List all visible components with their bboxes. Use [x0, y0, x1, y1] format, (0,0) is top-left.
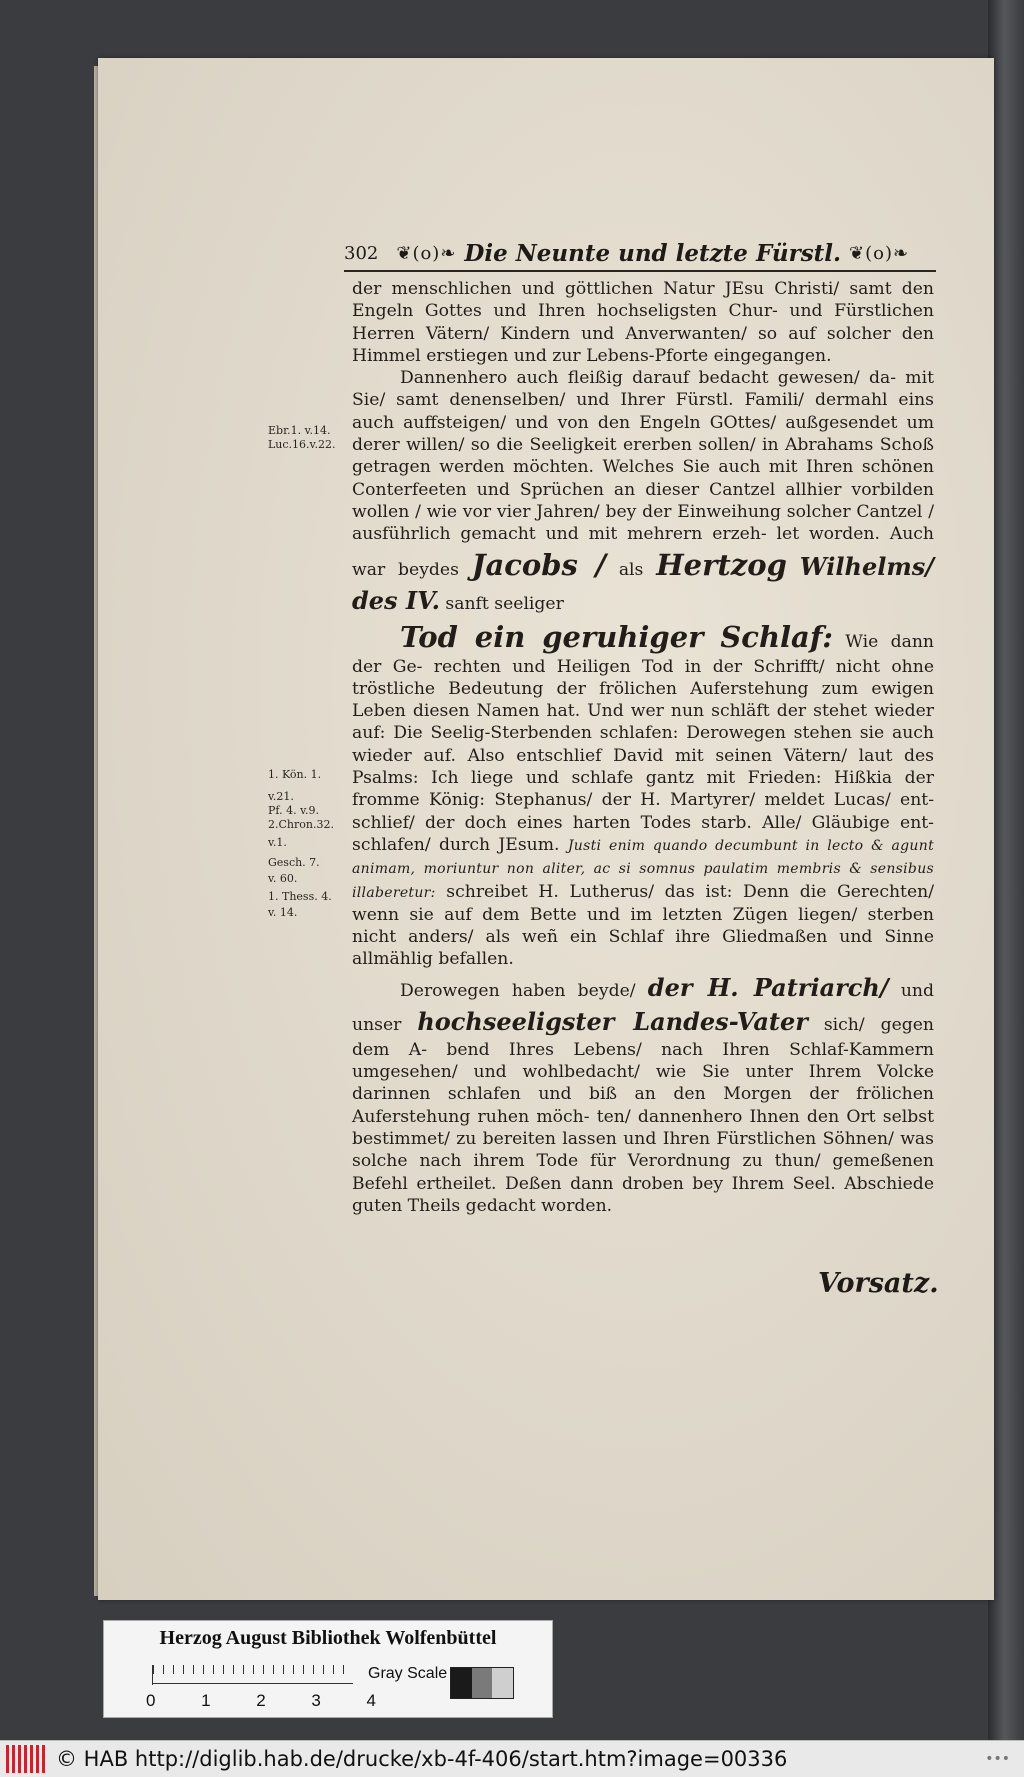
scale-number: 3	[311, 1691, 321, 1710]
scale-numbers	[146, 1691, 376, 1711]
margin-note: v.21.	[268, 790, 294, 803]
heading-landesvater: hochseeligster Landes-Vater	[417, 1006, 808, 1036]
text-run: Auch war beydes	[352, 524, 934, 580]
ornament-right: ❦(o)❧	[849, 242, 910, 264]
gray-swatch	[451, 1668, 472, 1698]
page-number: 302	[344, 242, 379, 264]
heading-patriarch: der H. Patriarch/	[647, 972, 889, 1002]
margin-note: Pf. 4. v.9.	[268, 804, 319, 817]
margin-note: v. 14.	[268, 906, 298, 919]
text-run: sanft seeliger	[445, 593, 564, 614]
text-run: Derowegen haben beyde/	[400, 980, 636, 1001]
margin-note: v. 60.	[268, 872, 298, 885]
heading-wilhelm: Wilhelms/ des IV.	[352, 551, 935, 615]
scale-number: 2	[256, 1691, 266, 1710]
text-run: sich/ gegen dem A- bend Ihres Lebens/ nach Ihren Schlaf-Kammern umgesehen/ und wohlbedacht/ wie Sie unter Ihrem Volcke darinnen schlafen und biß an den Morgen der frölichen Auferstehung ruhen möch- ten/ dannenhero Ihnen den Ort selbst bestimmet/ zu bereiten lassen und Ihren Fürstlichen Söhnen/ was solche nach ihrem Tode für Verordnung zu thun/ gemeßenen Befehl ertheilet. Deßen dann droben bey Ihrem Seel. Abschiede guten Theils gedacht worden.	[352, 1014, 934, 1216]
paragraph	[352, 618, 934, 971]
text-run: Dannenhero auch fleißig darauf bedacht gewesen/ da- mit Sie/ samt denenselben/ und Ihrer Fürstl. Famili/ dermahl eins auch auffsteigen/ und von den Engeln GOttes/ außgesendet um derer willen/ so die Seeligkeit ererben sollen/ in Abrahams Schoß getragen werden möchten. Welches Sie auch mit Ihren schönen Conterfeeten und Sprüchen an dieser Cantzel allhier vorbilden wollen / wie vor vier Jahren/ bey der Einweihung solcher Cantzel / ausführlich gemacht und mit mehrern erzeh- let worden.	[352, 368, 934, 545]
heading-hertzog: Hertzog	[656, 547, 787, 582]
text-run: schreibet H. Lutherus/ das ist: Denn die Gerechten/ wenn sie auf dem Bette und im letzten Zügen liegen/ sterben nicht anders/ als weñ ein Schlaf ihre Gliedmaßen und Sinne allmählig befallen.	[352, 881, 934, 970]
more-menu-icon[interactable]: •••	[985, 1751, 1010, 1767]
margin-note: 2.Chron.32.	[268, 818, 334, 831]
paragraph	[352, 971, 934, 1217]
gray-swatch	[492, 1668, 513, 1698]
gray-scale-label: Gray Scale	[368, 1665, 448, 1682]
margin-note: Gesch. 7.	[268, 856, 320, 869]
header-title: Die Neunte und letzte Fürstl.	[464, 239, 842, 267]
gray-scale-swatches	[450, 1667, 514, 1699]
source-link[interactable]: © HAB http://diglib.hab.de/drucke/xb-4f-406/start.htm?image=00336	[56, 1747, 788, 1771]
ornament-left: ❦(o)❧	[396, 242, 457, 264]
margin-note: v.1.	[268, 836, 287, 849]
catchword: Vorsatz.	[818, 1268, 939, 1299]
gray-swatch	[472, 1668, 493, 1698]
calibration-card	[103, 1620, 553, 1718]
scale-number: 0	[146, 1691, 156, 1710]
margin-note: Ebr.1. v.14.	[268, 424, 331, 437]
viewer-footer	[0, 1740, 1024, 1777]
margin-note: 1. Thess. 4.	[268, 890, 332, 903]
text-run: Wie dann der Ge- rechten und Heiligen Tod in der Schrifft/ nicht ohne tröstliche Bedeutung der frölichen Auferstehung zum ewigen Leben diesen Namen hat. Und wer nun schläft der stehet wieder auf: Die Seelig-Sterbenden schlafen: Derowegen stehen sie auch wieder auf. Also entschlief David mit seinen Vätern/ laut des Psalms: Ich liege und schlafe gantz mit Frieden: Hißkia der fromme König: Stephanus/ der H. Martyrer/ meldet Lucas/ ent- schlief/ der doch eines harten Todes starb. Alle/ Gläubige ent- schlafen/ durch JEsum.	[352, 631, 934, 855]
latin-quote: Justi enim quando decumbunt in lecto & agunt animam, moriuntur non aliter, ac si somnus paulatim membris & sensibus illaberetur:	[352, 837, 934, 901]
main-text	[352, 278, 934, 1217]
heading-jacob: Jacobs /	[471, 547, 606, 582]
margin-note: Luc.16.v.22.	[268, 438, 336, 451]
heading-tod: Tod ein geruhiger Schlaf:	[400, 619, 834, 654]
scale-number: 4	[366, 1691, 376, 1710]
library-name: Herzog August Bibliothek Wolfenbüttel	[159, 1627, 497, 1649]
text-run: und unser	[352, 980, 935, 1035]
scale-number: 1	[201, 1691, 211, 1710]
running-header	[344, 236, 936, 272]
paragraph: der menschlichen und göttlichen Natur JEsu Christi/ samt den Engeln Gottes und Ihren hochseligsten Chur- und Fürstlichen Herren Vätern/ Kindern und Anverwanten/ so auf solcher den Himmel erstiegen und zur Lebens-Pforte eingegangen.	[352, 279, 934, 366]
scale-ruler	[152, 1665, 353, 1685]
paragraph	[352, 367, 934, 617]
text-run: als	[618, 559, 644, 580]
hab-logo-icon[interactable]	[6, 1745, 46, 1773]
margin-note: 1. Kön. 1.	[268, 768, 322, 781]
